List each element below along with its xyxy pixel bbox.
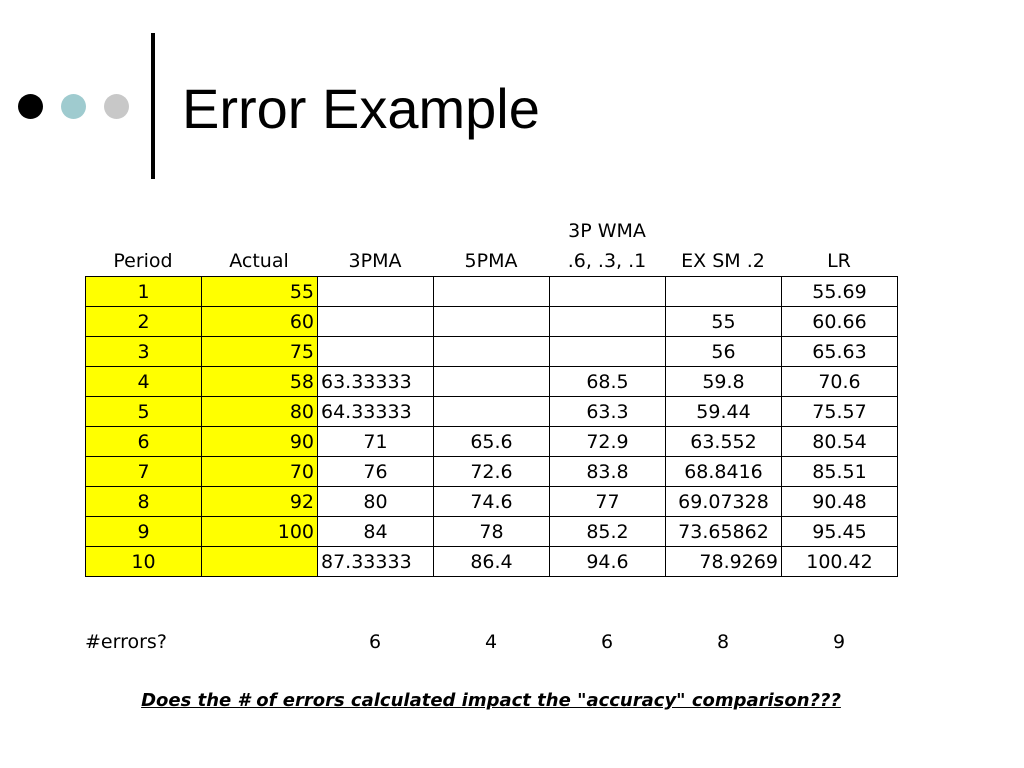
cell-exsm: 59.44 (666, 397, 782, 427)
cell-3pwma: 85.2 (550, 517, 666, 547)
cell-3pwma: 94.6 (550, 547, 666, 577)
cell-exsm (666, 277, 782, 307)
cell-exsm: 55 (666, 307, 782, 337)
cell-3pwma (550, 337, 666, 367)
cell-3pwma (550, 277, 666, 307)
errors-3pwma: 6 (600, 631, 614, 653)
header-exsm: EX SM .2 (681, 250, 765, 272)
cell-3pma: 87.33333 (318, 547, 434, 577)
cell-3pma: 84 (318, 517, 434, 547)
dot-gray (104, 94, 129, 119)
errors-lr: 9 (832, 631, 846, 653)
cell-3pma (318, 337, 434, 367)
cell-actual: 92 (202, 487, 318, 517)
cell-5pma: 72.6 (434, 457, 550, 487)
cell-exsm: 68.8416 (666, 457, 782, 487)
cell-lr: 100.42 (782, 547, 898, 577)
cell-5pma (434, 337, 550, 367)
table-row (86, 517, 898, 547)
cell-period: 4 (86, 367, 202, 397)
errors-5pma: 4 (484, 631, 498, 653)
cell-3pwma: 68.5 (550, 367, 666, 397)
cell-5pma: 78 (434, 517, 550, 547)
cell-period: 2 (86, 307, 202, 337)
cell-actual: 58 (202, 367, 318, 397)
cell-period: 8 (86, 487, 202, 517)
cell-exsm: 73.65862 (666, 517, 782, 547)
cell-exsm: 69.07328 (666, 487, 782, 517)
cell-3pma: 80 (318, 487, 434, 517)
header-actual: Actual (229, 250, 289, 272)
cell-5pma: 65.6 (434, 427, 550, 457)
header-3pwma-line1: 3P WMA (568, 220, 646, 242)
cell-lr: 75.57 (782, 397, 898, 427)
cell-exsm: 63.552 (666, 427, 782, 457)
header-3pwma-line2: .6, .3, .1 (567, 250, 647, 272)
cell-3pma: 71 (318, 427, 434, 457)
cell-exsm: 59.8 (666, 367, 782, 397)
table-row (86, 367, 898, 397)
cell-3pwma: 63.3 (550, 397, 666, 427)
table-row (86, 307, 898, 337)
cell-period: 9 (86, 517, 202, 547)
table-row (86, 337, 898, 367)
header-period: Period (113, 250, 173, 272)
header-3pma: 3PMA (348, 250, 402, 272)
cell-period: 10 (86, 547, 202, 577)
cell-lr: 85.51 (782, 457, 898, 487)
dot-teal (61, 94, 86, 119)
cell-5pma (434, 397, 550, 427)
cell-actual: 70 (202, 457, 318, 487)
accuracy-question: Does the # of errors calculated impact the "accuracy" comparison??? (141, 690, 841, 711)
cell-exsm: 56 (666, 337, 782, 367)
cell-3pwma: 83.8 (550, 457, 666, 487)
cell-5pma: 86.4 (434, 547, 550, 577)
table-row (86, 457, 898, 487)
cell-3pma (318, 307, 434, 337)
table-row (86, 397, 898, 427)
errors-3pma: 6 (368, 631, 382, 653)
title-divider (151, 33, 155, 179)
error-table (85, 276, 898, 577)
cell-3pwma (550, 307, 666, 337)
errors-label: #errors? (85, 631, 167, 653)
cell-actual: 100 (202, 517, 318, 547)
cell-lr: 90.48 (782, 487, 898, 517)
errors-exsm: 8 (716, 631, 730, 653)
cell-actual: 80 (202, 397, 318, 427)
dot-black (18, 94, 43, 119)
cell-lr: 55.69 (782, 277, 898, 307)
table-row (86, 547, 898, 577)
cell-period: 7 (86, 457, 202, 487)
cell-actual: 55 (202, 277, 318, 307)
table-row (86, 277, 898, 307)
table-row (86, 427, 898, 457)
cell-actual: 75 (202, 337, 318, 367)
cell-5pma: 74.6 (434, 487, 550, 517)
cell-actual: 60 (202, 307, 318, 337)
cell-5pma (434, 277, 550, 307)
header-lr: LR (827, 250, 851, 272)
cell-3pma: 64.33333 (318, 397, 434, 427)
cell-3pwma: 72.9 (550, 427, 666, 457)
cell-actual (202, 547, 318, 577)
cell-period: 3 (86, 337, 202, 367)
cell-5pma (434, 307, 550, 337)
cell-lr: 95.45 (782, 517, 898, 547)
cell-lr: 60.66 (782, 307, 898, 337)
slide-title: Error Example (182, 77, 540, 140)
cell-3pma: 63.33333 (318, 367, 434, 397)
cell-period: 6 (86, 427, 202, 457)
cell-period: 1 (86, 277, 202, 307)
cell-lr: 80.54 (782, 427, 898, 457)
cell-period: 5 (86, 397, 202, 427)
cell-actual: 90 (202, 427, 318, 457)
cell-lr: 70.6 (782, 367, 898, 397)
cell-3pma (318, 277, 434, 307)
cell-exsm: 78.9269 (666, 547, 782, 577)
header-5pma: 5PMA (464, 250, 518, 272)
cell-5pma (434, 367, 550, 397)
cell-lr: 65.63 (782, 337, 898, 367)
cell-3pma: 76 (318, 457, 434, 487)
table-row (86, 487, 898, 517)
cell-3pwma: 77 (550, 487, 666, 517)
